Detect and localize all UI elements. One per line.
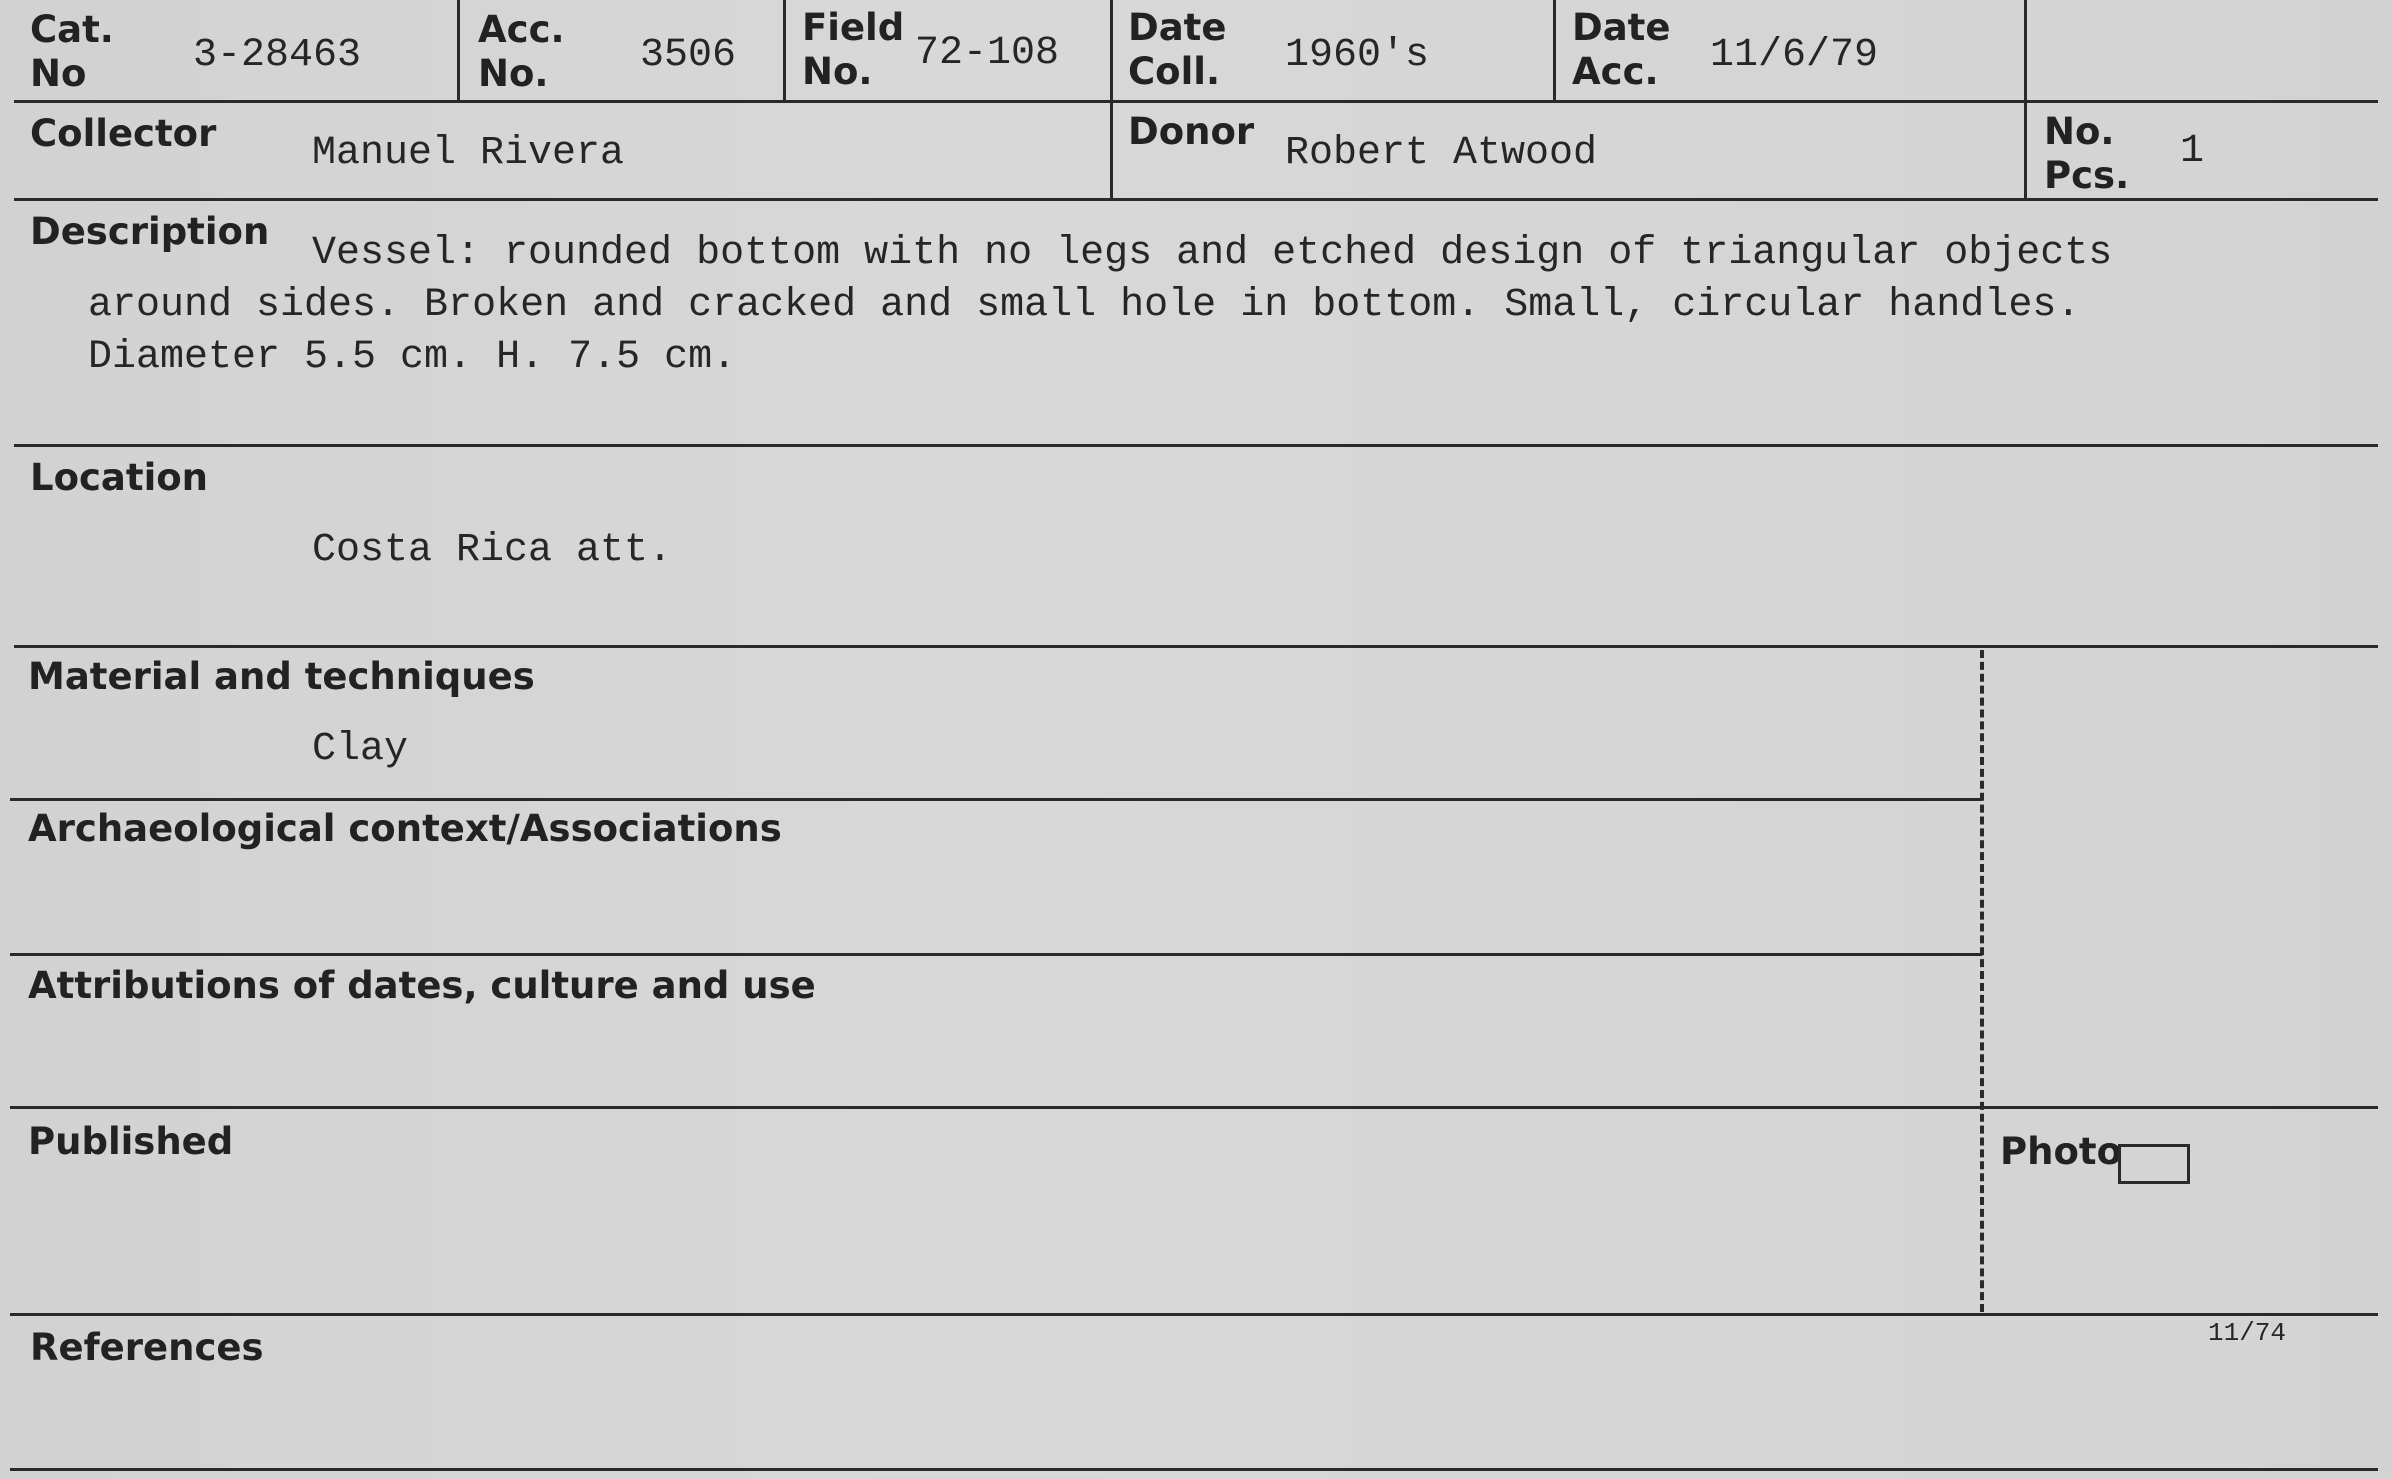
- collector-label: Collector: [30, 112, 217, 155]
- rule-attributions-bottom: [10, 1106, 2378, 1109]
- acc-no-label: Acc. No.: [478, 8, 565, 95]
- donor-label: Donor: [1128, 110, 1255, 153]
- field-no-value: 72-108: [915, 31, 1060, 76]
- archaeological-label: Archaeological context/Associations: [28, 807, 782, 850]
- date-acc-value: 11/6/79: [1710, 33, 1879, 78]
- rule-location-bottom: [14, 645, 2378, 648]
- published-label: Published: [28, 1120, 234, 1163]
- rule-description-bottom: [14, 444, 2378, 447]
- description-line-1: Vessel: rounded bottom with no legs and etched design of triangular objects: [312, 231, 2113, 276]
- divider-datecoll-dateacc: [1553, 0, 1556, 101]
- attributions-label: Attributions of dates, culture and use: [28, 964, 816, 1007]
- form-code: 11/74: [2208, 1318, 2287, 1348]
- rule-published-bottom: [10, 1313, 2378, 1316]
- location-value: Costa Rica att.: [312, 528, 673, 573]
- rule-references-bottom: [10, 1468, 2378, 1471]
- field-no-label: Field No.: [802, 6, 905, 93]
- material-label: Material and techniques: [28, 655, 535, 698]
- collector-value: Manuel Rivera: [312, 131, 625, 176]
- cat-no-value: 3-28463: [193, 33, 362, 78]
- divider-dateacc-blank: [2024, 0, 2027, 200]
- location-label: Location: [30, 456, 209, 499]
- description-line-2: around sides. Broken and cracked and small hole in bottom. Small, circular handles.: [88, 283, 2081, 328]
- donor-value: Robert Atwood: [1285, 131, 1598, 176]
- divider-cat-acc: [457, 0, 460, 101]
- rule-archaeological-bottom: [10, 953, 1982, 956]
- photo-label: Photo: [2000, 1130, 2122, 1173]
- divider-photo-column: [1980, 650, 1984, 1312]
- cat-no-label: Cat. No: [30, 8, 114, 95]
- description-label: Description: [30, 210, 270, 253]
- acc-no-value: 3506: [640, 33, 737, 78]
- date-acc-label: Date Acc.: [1572, 6, 1671, 93]
- description-line-3: Diameter 5.5 cm. H. 7.5 cm.: [88, 335, 737, 380]
- material-value: Clay: [312, 727, 409, 772]
- references-label: References: [30, 1326, 264, 1369]
- pieces-label: No. Pcs.: [2044, 110, 2130, 197]
- date-coll-label: Date Coll.: [1128, 6, 1227, 93]
- divider-acc-field: [783, 0, 786, 101]
- date-coll-value: 1960's: [1285, 33, 1430, 78]
- rule-material-bottom: [10, 798, 1982, 801]
- photo-checkbox[interactable]: [2118, 1144, 2190, 1184]
- divider-field-datecoll: [1110, 0, 1113, 200]
- pieces-value: 1: [2180, 129, 2205, 174]
